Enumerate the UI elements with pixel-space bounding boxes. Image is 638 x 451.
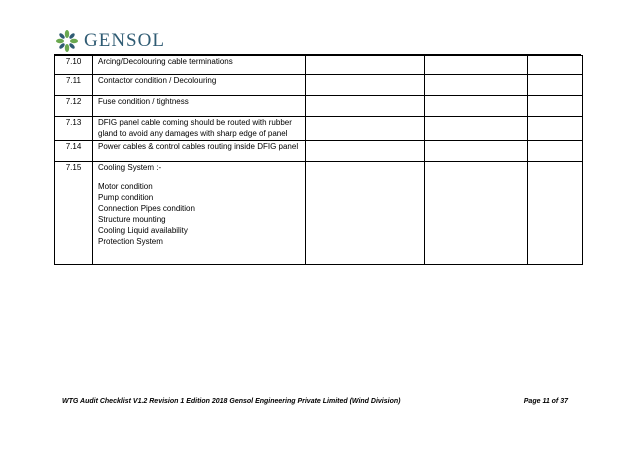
observation-cell	[425, 56, 528, 75]
item-number: 7.10	[55, 56, 93, 75]
status-cell	[306, 96, 425, 117]
item-number: 7.14	[55, 141, 93, 162]
item-description: Fuse condition / tightness	[93, 96, 306, 117]
status-cell	[306, 56, 425, 75]
item-number: 7.13	[55, 117, 93, 141]
sub-item: Cooling Liquid availability	[98, 226, 188, 235]
item-description: Arcing/Decolouring cable terminations	[93, 56, 306, 75]
status-cell	[306, 141, 425, 162]
observation-cell	[425, 162, 528, 265]
item-number: 7.12	[55, 96, 93, 117]
page-number: Page 11 of 37	[523, 398, 568, 405]
table-row	[55, 141, 583, 162]
remarks-cell	[528, 96, 583, 117]
sub-item: Connection Pipes condition	[98, 204, 195, 213]
sub-item: Pump condition	[98, 193, 154, 202]
item-description: Contactor condition / Decolouring	[93, 75, 306, 96]
page-footer	[62, 397, 568, 407]
item-number: 7.15	[55, 162, 93, 265]
table-row	[55, 162, 583, 265]
remarks-cell	[528, 75, 583, 96]
status-cell	[306, 75, 425, 96]
company-logo	[54, 29, 165, 53]
table-row	[55, 117, 583, 141]
observation-cell	[425, 141, 528, 162]
footer-document-title: WTG Audit Checklist V1.2 Revision 1 Edition 2018 Gensol Engineering Private Limited (Wind Division)	[62, 398, 401, 405]
table-row	[55, 56, 583, 75]
status-cell	[306, 162, 425, 265]
gensol-logo-icon	[54, 29, 80, 53]
item-description: Cooling System :- Motor condition Pump condition Connection Pipes condition Structure mounting Cooling Liquid availability Protection System	[93, 162, 306, 265]
company-name: GENSOL	[84, 30, 165, 51]
remarks-cell	[528, 117, 583, 141]
status-cell	[306, 117, 425, 141]
observation-cell	[425, 96, 528, 117]
item-description: Power cables & control cables routing inside DFIG panel	[93, 141, 306, 162]
sub-item: Structure mounting	[98, 215, 166, 224]
table-row	[55, 75, 583, 96]
observation-cell	[425, 117, 528, 141]
sub-item: Motor condition	[98, 182, 153, 191]
remarks-cell	[528, 141, 583, 162]
item-description: DFIG panel cable coming should be routed with rubber gland to avoid any damages with sharp edge of panel	[93, 117, 306, 141]
observation-cell	[425, 75, 528, 96]
sub-item: Protection System	[98, 237, 163, 246]
audit-checklist-table	[54, 55, 583, 265]
remarks-cell	[528, 162, 583, 265]
remarks-cell	[528, 56, 583, 75]
table-row	[55, 96, 583, 117]
item-number: 7.11	[55, 75, 93, 96]
